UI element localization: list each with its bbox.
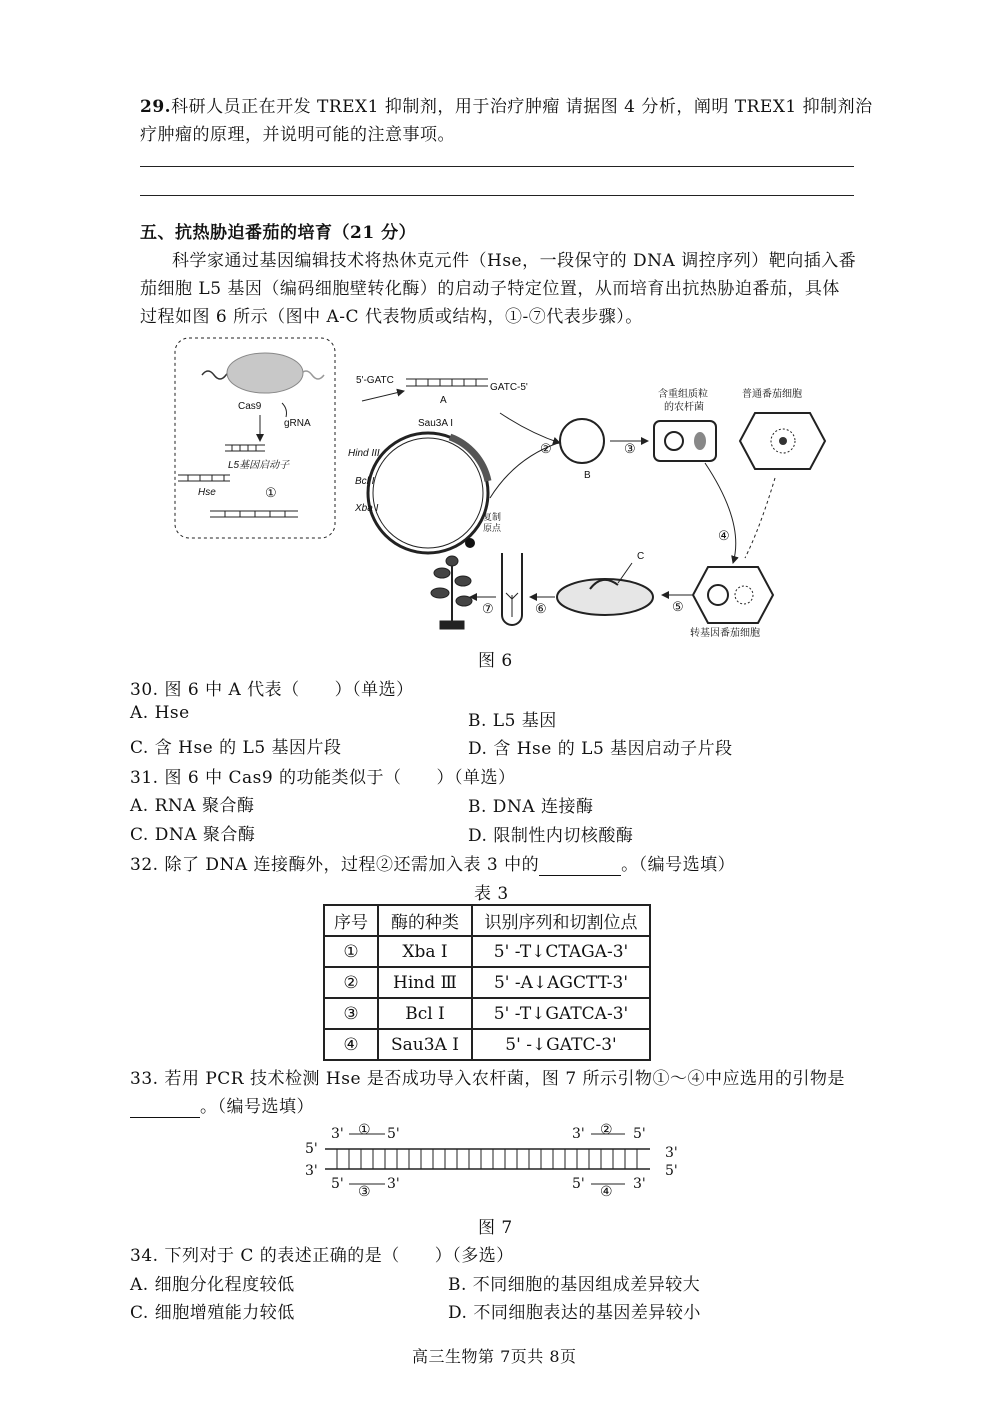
cell: Bcl Ⅰ xyxy=(378,998,472,1029)
page-footer: 高三生物第 7页共 8页 xyxy=(412,1347,577,1366)
label-step3: ③ xyxy=(624,441,636,456)
table-row xyxy=(324,998,650,1029)
q29-text-line2: 疗肿瘤的原理，并说明可能的注意事项。 xyxy=(140,125,455,145)
label-hind: Hind III xyxy=(348,448,380,459)
table-row xyxy=(324,967,650,998)
label-step2: ② xyxy=(540,441,552,456)
recombinant-promoter-icon xyxy=(210,511,298,517)
q31-option-c: C. DNA 聚合酶 xyxy=(130,825,256,845)
cell: ② xyxy=(324,967,378,998)
intro-line1: 科学家通过基因编辑技术将热休克元件（Hse，一段保守的 DNA 调控序列）靶向插入番 xyxy=(172,251,857,271)
petri-dish-icon xyxy=(557,579,653,615)
q34-option-d: D. 不同细胞表达的基因差异较小 xyxy=(448,1303,701,1323)
label-seq-right: GATC-5' xyxy=(490,382,528,393)
q30-stem: 30. 图 6 中 A 代表（ ）（单选） xyxy=(130,680,414,700)
tomato-plant-icon xyxy=(431,556,472,629)
cell: Xba Ⅰ xyxy=(378,936,472,967)
label-sau3a: Sau3A I xyxy=(418,418,454,429)
header-site: 识别序列和切割位点 xyxy=(472,905,650,936)
figure-7-diagram xyxy=(295,1122,695,1197)
q30-option-c: C. 含 Hse 的 L5 基因片段 xyxy=(130,738,342,758)
label-step7: ⑦ xyxy=(482,601,494,616)
hse-dna-icon xyxy=(178,475,230,481)
origin-dot xyxy=(465,538,475,548)
cell: Sau3A Ⅰ xyxy=(378,1029,472,1060)
cell: ④ xyxy=(324,1029,378,1060)
primer-4: ④ xyxy=(600,1184,613,1197)
cell: 5' -T↓CTAGA-3' xyxy=(472,936,650,967)
fragment-a-icon xyxy=(406,379,488,386)
q31-stem: 31. 图 6 中 Cas9 的功能类似于（ ）（单选） xyxy=(130,768,516,788)
f7-p2-3: 3' xyxy=(572,1126,585,1142)
f7-p3-5: 5' xyxy=(331,1176,344,1192)
header-enzyme: 酶的种类 xyxy=(378,905,472,936)
label-agro2: 的农杆菌 xyxy=(664,402,704,413)
q33-line2 xyxy=(130,1092,314,1118)
answer-line-1 xyxy=(140,166,854,167)
q32-stem xyxy=(130,850,735,876)
q33-stem-after: 。（编号选填） xyxy=(200,1097,314,1117)
label-b: B xyxy=(584,470,591,481)
figure7-caption: 图 7 xyxy=(478,1218,513,1238)
table3-caption: 表 3 xyxy=(474,884,509,904)
table-3 xyxy=(323,904,651,1061)
f7-3-right-top: 3' xyxy=(665,1145,678,1161)
header-number: 序号 xyxy=(324,905,378,936)
q33-stem-line1: 33. 若用 PCR 技术检测 Hse 是否成功导入农杆菌，图 7 所示引物①～④中应选用的引物是 xyxy=(130,1069,846,1089)
transgenic-cell-icon xyxy=(693,567,773,623)
q34-option-b: B. 不同细胞的基因组成差异较大 xyxy=(448,1275,701,1295)
table-row xyxy=(324,936,650,967)
q30-option-a: A. Hse xyxy=(130,703,190,723)
primer-3: ③ xyxy=(358,1184,371,1197)
q31-option-a: A. RNA 聚合酶 xyxy=(130,796,255,816)
intro-line2: 茄细胞 L5 基因（编码细胞壁转化酶）的启动子特定位置，从而培育出抗热胁迫番茄，具体 xyxy=(140,279,840,299)
cell: 5' -↓GATC-3' xyxy=(472,1029,650,1060)
f7-p1-3: 3' xyxy=(331,1126,344,1142)
label-transgenic: 转基因番茄细胞 xyxy=(690,628,760,639)
label-seq-left: 5'-GATC xyxy=(356,375,394,386)
f7-p3-3: 3' xyxy=(387,1176,400,1192)
label-xba: Xba I xyxy=(355,503,379,514)
label-grna: gRNA xyxy=(284,418,311,429)
label-c: C xyxy=(637,551,645,562)
f7-p2-5: 5' xyxy=(633,1126,646,1142)
label-origin2: 原点 xyxy=(483,523,502,533)
promoter-dna-icon xyxy=(225,445,265,451)
q34-stem: 34. 下列对于 C 的表述正确的是（ ）（多选） xyxy=(130,1246,514,1266)
q30-option-d: D. 含 Hse 的 L5 基因启动子片段 xyxy=(468,739,733,759)
figure-6-diagram xyxy=(170,333,830,645)
q32-stem-after: 。（编号选填） xyxy=(621,855,736,875)
q29-number: 29. xyxy=(140,97,172,117)
label-a: A xyxy=(440,395,447,406)
label-l5-promoter: L5基因启动子 xyxy=(228,460,290,471)
label-step5: ⑤ xyxy=(672,599,684,614)
q29-line1 xyxy=(140,92,873,117)
f7-5-left-top: 5' xyxy=(305,1141,318,1157)
label-cas9: Cas9 xyxy=(238,401,262,412)
q32-answer-blank[interactable] xyxy=(539,855,621,876)
q33-answer-blank[interactable] xyxy=(130,1097,200,1118)
answer-line-2 xyxy=(140,195,854,196)
q32-stem-before: 32. 除了 DNA 连接酶外，过程②还需加入表 3 中的 xyxy=(130,855,540,875)
cell: 5' -T↓GATCA-3' xyxy=(472,998,650,1029)
q29-text-line1: 科研人员正在开发 TREX1 抑制剂，用于治疗肿瘤 请据图 4 分析，阐明 TREX1 抑制剂治 xyxy=(171,97,873,117)
recombinant-plasmid-b-icon xyxy=(560,419,604,463)
q30-option-b: B. L5 基因 xyxy=(468,711,557,731)
cell: ③ xyxy=(324,998,378,1029)
q34-option-c: C. 细胞增殖能力较低 xyxy=(130,1303,295,1323)
cas9-protein-icon xyxy=(227,353,303,393)
label-bcl: Bcl I xyxy=(355,476,375,487)
label-step6: ⑥ xyxy=(535,601,547,616)
label-hse: Hse xyxy=(198,487,216,498)
intro-line3: 过程如图 6 所示（图中 A-C 代表物质或结构，①-⑦代表步骤）。 xyxy=(140,307,643,327)
f7-3-left-bottom: 3' xyxy=(305,1163,318,1179)
plasmid-marker-gene xyxy=(450,437,488,481)
dna-base-pairs xyxy=(337,1149,637,1169)
label-step1: ① xyxy=(265,485,277,500)
label-tomato-cell: 普通番茄细胞 xyxy=(742,389,802,400)
table-header-row xyxy=(324,905,650,936)
primer-1: ① xyxy=(358,1122,371,1138)
agrobacterium-icon xyxy=(654,421,716,461)
f7-5-right-bottom: 5' xyxy=(665,1163,678,1179)
figure6-caption: 图 6 xyxy=(478,651,513,671)
cell: Hind Ⅲ xyxy=(378,967,472,998)
f7-p4-5: 5' xyxy=(572,1176,585,1192)
cell: ① xyxy=(324,936,378,967)
f7-p4-3: 3' xyxy=(633,1176,646,1192)
label-step4: ④ xyxy=(718,528,730,543)
table-row xyxy=(324,1029,650,1060)
section-heading: 五、抗热胁迫番茄的培育（21 分） xyxy=(140,223,417,243)
q34-option-a: A. 细胞分化程度较低 xyxy=(130,1275,295,1295)
label-agro1: 含重组质粒 xyxy=(658,389,708,400)
label-origin1: 复制 xyxy=(483,512,502,522)
q31-option-b: B. DNA 连接酶 xyxy=(468,797,594,817)
f7-p1-5: 5' xyxy=(387,1126,400,1142)
q31-option-d: D. 限制性内切核酸酶 xyxy=(468,826,634,846)
primer-2: ② xyxy=(600,1122,613,1138)
cell: 5' -A↓AGCTT-3' xyxy=(472,967,650,998)
